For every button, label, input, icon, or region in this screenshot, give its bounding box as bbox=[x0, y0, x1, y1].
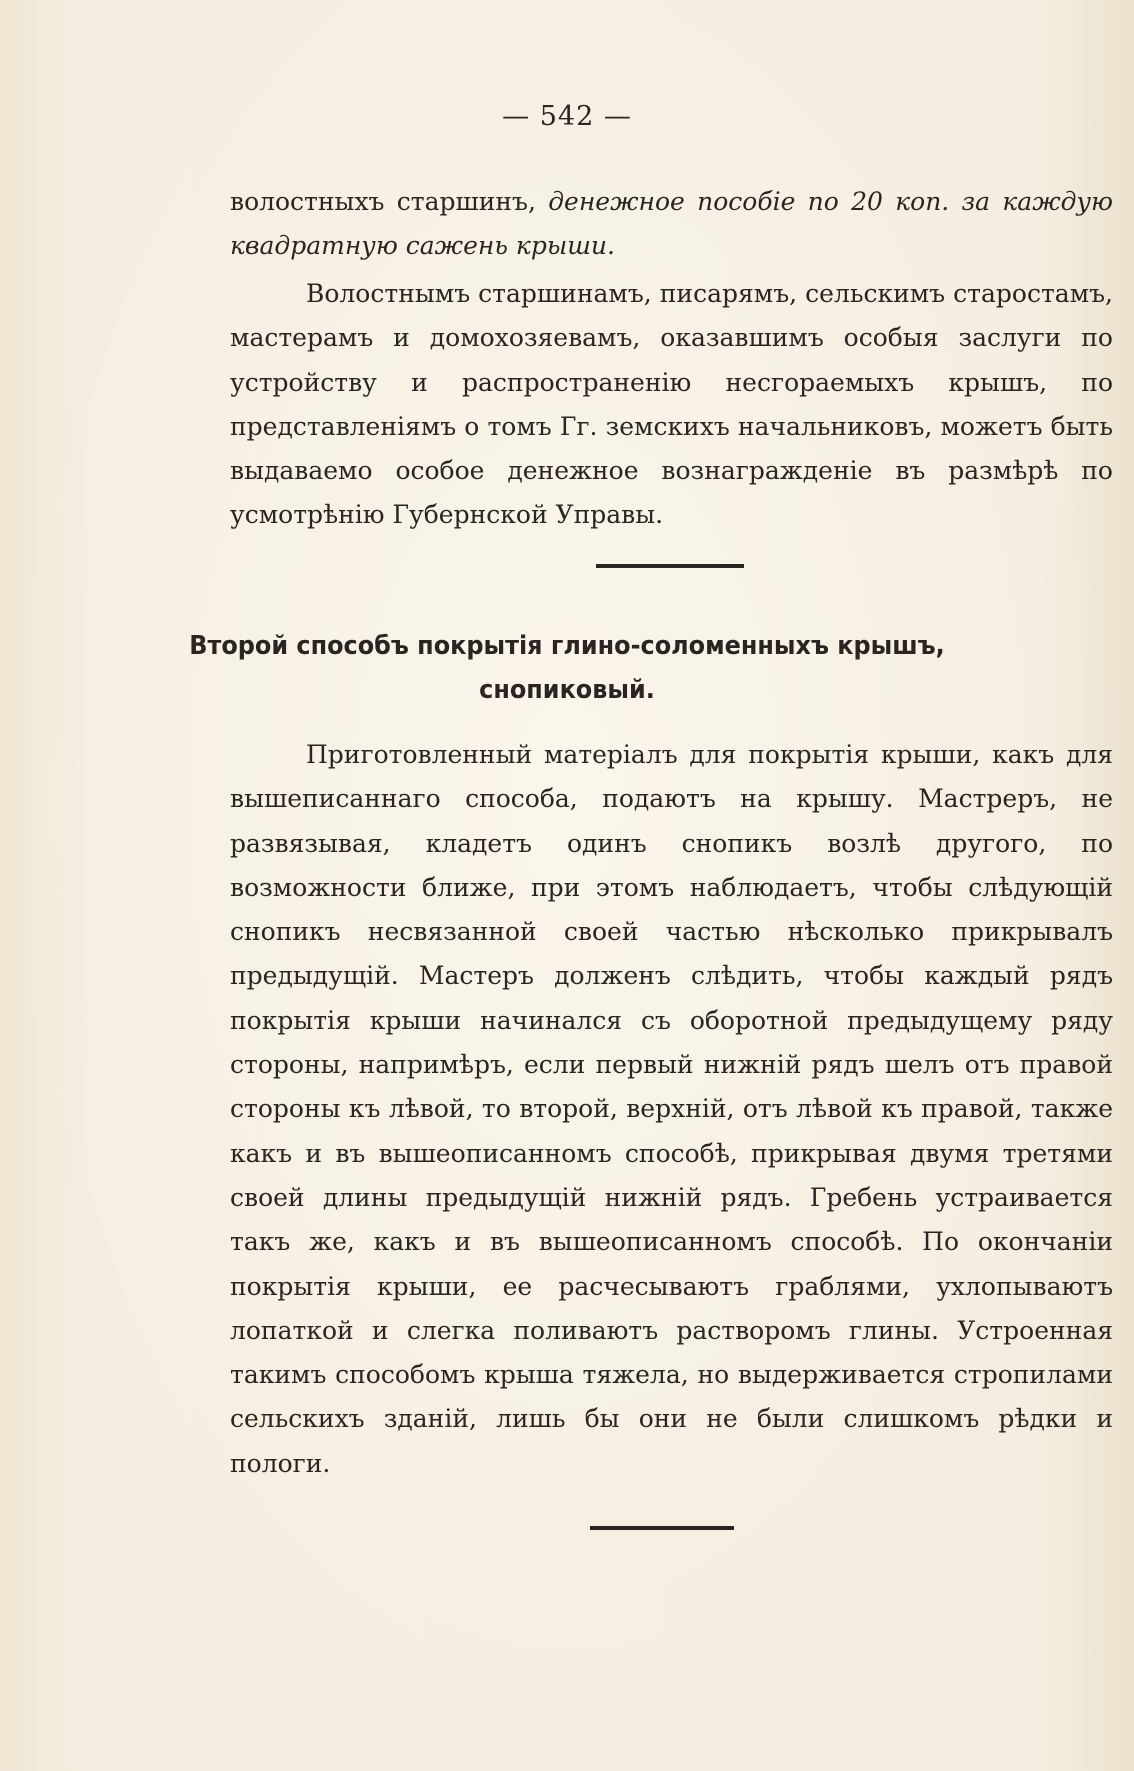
paragraph-rewards-text: Волостнымъ старшинамъ, писарямъ, сельскимъ старостамъ, мастерамъ и домохозяевамъ, оказавшимъ особыя заслуги по устройству и распространенiю несгораемыхъ крышъ, по представленiямъ о томъ Гг. земскихъ начальниковъ, можетъ быть выдаваемо особое денежное вознагражденiе въ размѣрѣ по усмотрѣнiю Губернской Управы. bbox=[230, 279, 1113, 530]
paragraph-method-text: Приготовленный матерiалъ для покрытiя крыши, какъ для вышеписаннаго способа, подаютъ на крышу. Мастреръ, не развязывая, кладетъ одинъ снопикъ возлѣ другого, по возможности ближе, при этомъ наблюдаетъ, чтобы слѣдующiй снопикъ несвязанной своей частью нѣсколько прикрывалъ предыдущiй. Мастеръ долженъ слѣдить, чтобы каждый рядъ покрытiя крыши начинался съ оборотной предыдущему ряду стороны, напримѣръ, если первый нижнiй рядъ шелъ отъ правой стороны къ лѣвой, то второй, верхнiй, отъ лѣвой къ правой, также какъ и въ вышеописанномъ способѣ, прикрывая двумя третями своей длины предыдущiй нижнiй рядъ. Гребень устраивается такъ же, какъ и въ вышеописанномъ способѣ. По окончанiи покрытiя крыши, ее расчесываютъ граблями, ухлопываютъ лопаткой и слегка поливаютъ растворомъ глины. Устроенная такимъ способомъ крыша тяжела, но выдерживается стропилами сельскихъ зданiй, лишь бы они не были слишкомъ рѣдки и пологи. bbox=[230, 740, 1113, 1478]
paragraph-continuation bbox=[230, 180, 1113, 269]
continuation-italic-text: денежное пособiе по 20 коп. за каждую квадратную сажень крыши. bbox=[230, 187, 1113, 261]
end-divider bbox=[590, 1526, 734, 1530]
continuation-plain-text: волостныхъ старшинъ, bbox=[230, 187, 549, 216]
page-number: — 542 — bbox=[502, 101, 632, 132]
paragraph-method bbox=[230, 733, 1113, 1486]
paragraph-rewards bbox=[230, 272, 1113, 538]
section-heading-line1: Второй способъ покрытiя глино-соломенныхъ крышъ, bbox=[189, 631, 945, 661]
section-divider bbox=[596, 564, 744, 568]
section-heading-line2: снопиковый. bbox=[479, 675, 655, 705]
